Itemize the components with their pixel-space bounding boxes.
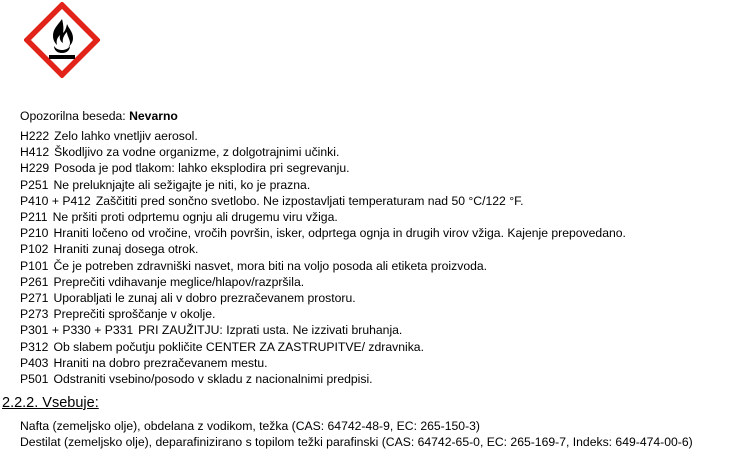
statement-line <box>20 209 626 225</box>
statement-code: H412 <box>20 145 50 160</box>
signal-word-value: Nevarno <box>129 109 178 123</box>
statement-line <box>20 128 626 144</box>
statement-line <box>20 225 626 241</box>
statement-line <box>20 371 626 387</box>
statement-code: P251 <box>20 177 49 192</box>
statement-text: PRI ZAUŽITJU: Izprati usta. Ne izzivati bruhanja. <box>138 323 403 338</box>
statement-line <box>20 274 626 290</box>
statement-code: P312 <box>20 339 49 354</box>
statement-line <box>20 144 626 160</box>
statement-text: Hraniti zunaj dosega otrok. <box>53 242 199 257</box>
statement-text: Zaščititi pred sončno svetlobo. Ne izpostavljati temperaturam nad 50 °C/122 °F. <box>95 193 524 208</box>
statement-line <box>20 339 626 355</box>
statement-code: P101 <box>20 258 49 273</box>
statement-text: Uporabljati le zunaj ali v dobro prezračevanem prostoru. <box>53 291 356 306</box>
statement-text: Posoda je pod tlakom: lahko eksplodira pri segrevanju. <box>54 161 350 176</box>
statement-text: Zelo lahko vnetljiv aerosol. <box>54 129 198 143</box>
substances-list <box>20 418 693 450</box>
statement-text: Preprečiti vdihavanje meglice/hlapov/razpršila. <box>53 274 305 289</box>
statement-text: Če je potreben zdravniški nasvet, mora biti na voljo posoda ali etiketa proizvoda. <box>53 258 488 273</box>
statement-code: P271 <box>20 291 49 306</box>
signal-word-label: Opozorilna beseda: <box>20 109 126 123</box>
statement-line <box>20 160 626 176</box>
statement-text: Odstraniti vsebino/posodo v skladu z nacionalnimi predpisi. <box>53 372 373 387</box>
statement-code: P403 <box>20 355 49 370</box>
statement-text: Ob slabem počutju pokličite CENTER ZA ZASTRUPITVE/ zdravnika. <box>53 339 424 354</box>
statement-line <box>20 241 626 257</box>
statement-code: P210 <box>20 226 49 241</box>
statement-code: P273 <box>20 307 49 322</box>
statement-code: P410 + P412 <box>20 193 91 208</box>
statement-line <box>20 193 626 209</box>
statement-line <box>20 258 626 274</box>
statement-code: H222 <box>20 129 50 143</box>
section-heading: 2.2.2. Vsebuje: <box>2 395 99 411</box>
statement-line <box>20 290 626 306</box>
statement-code: H229 <box>20 161 50 176</box>
statement-text: Hraniti ločeno od vročine, vročih površin, isker, odprtega ognja in drugih virov vžiga. Kajenje prepovedano. <box>53 226 626 241</box>
signal-word-line <box>20 108 178 124</box>
statement-text: Škodljivo za vodne organizme, z dolgotrajnimi učinki. <box>54 145 340 160</box>
statement-text: Ne preluknjajte ali sežigajte je niti, ko je prazna. <box>53 177 311 192</box>
statement-text: Ne pršiti proti odprtemu ognju ali drugemu viru vžiga. <box>52 210 338 225</box>
statement-text: Hraniti na dobro prezračevanem mestu. <box>53 355 268 370</box>
statement-line <box>20 322 626 338</box>
statement-code: P501 <box>20 372 49 387</box>
flammable-hazard-pictogram <box>24 2 100 78</box>
statement-line <box>20 306 626 322</box>
statement-line <box>20 355 626 371</box>
statement-line <box>20 177 626 193</box>
statement-code: P211 <box>20 210 48 225</box>
statement-code: P102 <box>20 242 49 257</box>
statement-code: P301 + P330 + P331 <box>20 323 134 338</box>
statement-code: P261 <box>20 274 49 289</box>
substance-item: Destilat (zemeljsko olje), deparafinizirano s topilom težki parafinski (CAS: 64742-65-0, EC: 265-169-7, Indeks: 649-474-00-6) <box>20 435 693 449</box>
hazard-precautionary-statements <box>20 128 626 387</box>
substance-item: Nafta (zemeljsko olje), obdelana z vodikom, težka (CAS: 64742-48-9, EC: 265-150-3) <box>20 419 480 433</box>
statement-text: Preprečiti sproščanje v okolje. <box>53 307 216 322</box>
